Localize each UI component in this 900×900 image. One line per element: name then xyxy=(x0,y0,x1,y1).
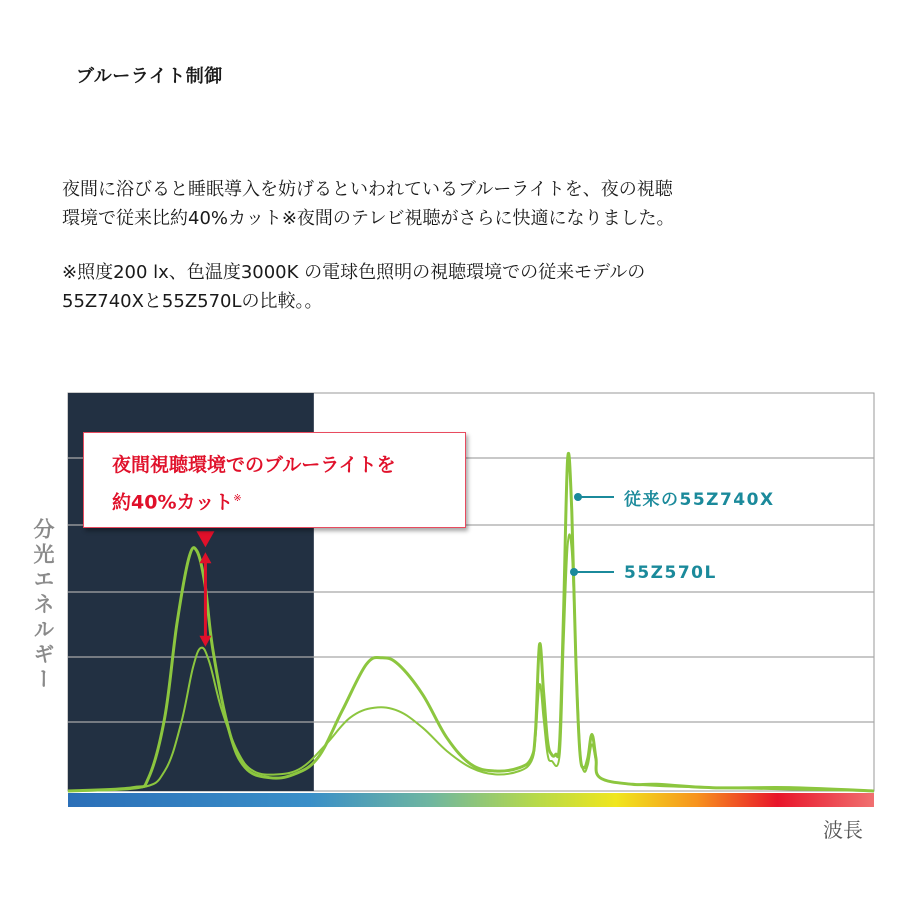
x-axis-label: 波長 xyxy=(823,818,863,842)
wavelength-spectrum-bar xyxy=(68,793,874,807)
description-line-2: 環境で従来比約40%カット※夜間のテレビ視聴がさらに快適になりました。 xyxy=(62,208,675,229)
callout-value: 約40%カット xyxy=(112,491,234,514)
legend-label-55z740x: 従来の55Z740X xyxy=(624,490,775,510)
footnote-line-2: 55Z740Xと55Z570Lの比較。。 xyxy=(62,291,323,312)
callout-note-mark: ※ xyxy=(233,493,242,504)
y-axis-label: 分光エネルギー xyxy=(31,518,55,693)
callout-text xyxy=(112,449,396,519)
callout-box xyxy=(83,432,466,528)
footnote-line-1: ※照度200 lx、色温度3000K の電球色照明の視聴環境での従来モデルの xyxy=(62,262,646,283)
description-line-1: 夜間に浴びると睡眠導入を妨げるといわれているブルーライトを、夜の視聴 xyxy=(62,179,673,200)
callout-line-1: 夜間視聴環境でのブルーライトを xyxy=(112,454,396,476)
section-title: ブルーライト制御 xyxy=(76,66,223,87)
callout-line-2 xyxy=(112,482,396,519)
legend-label-55z570l: 55Z570L xyxy=(624,563,717,583)
